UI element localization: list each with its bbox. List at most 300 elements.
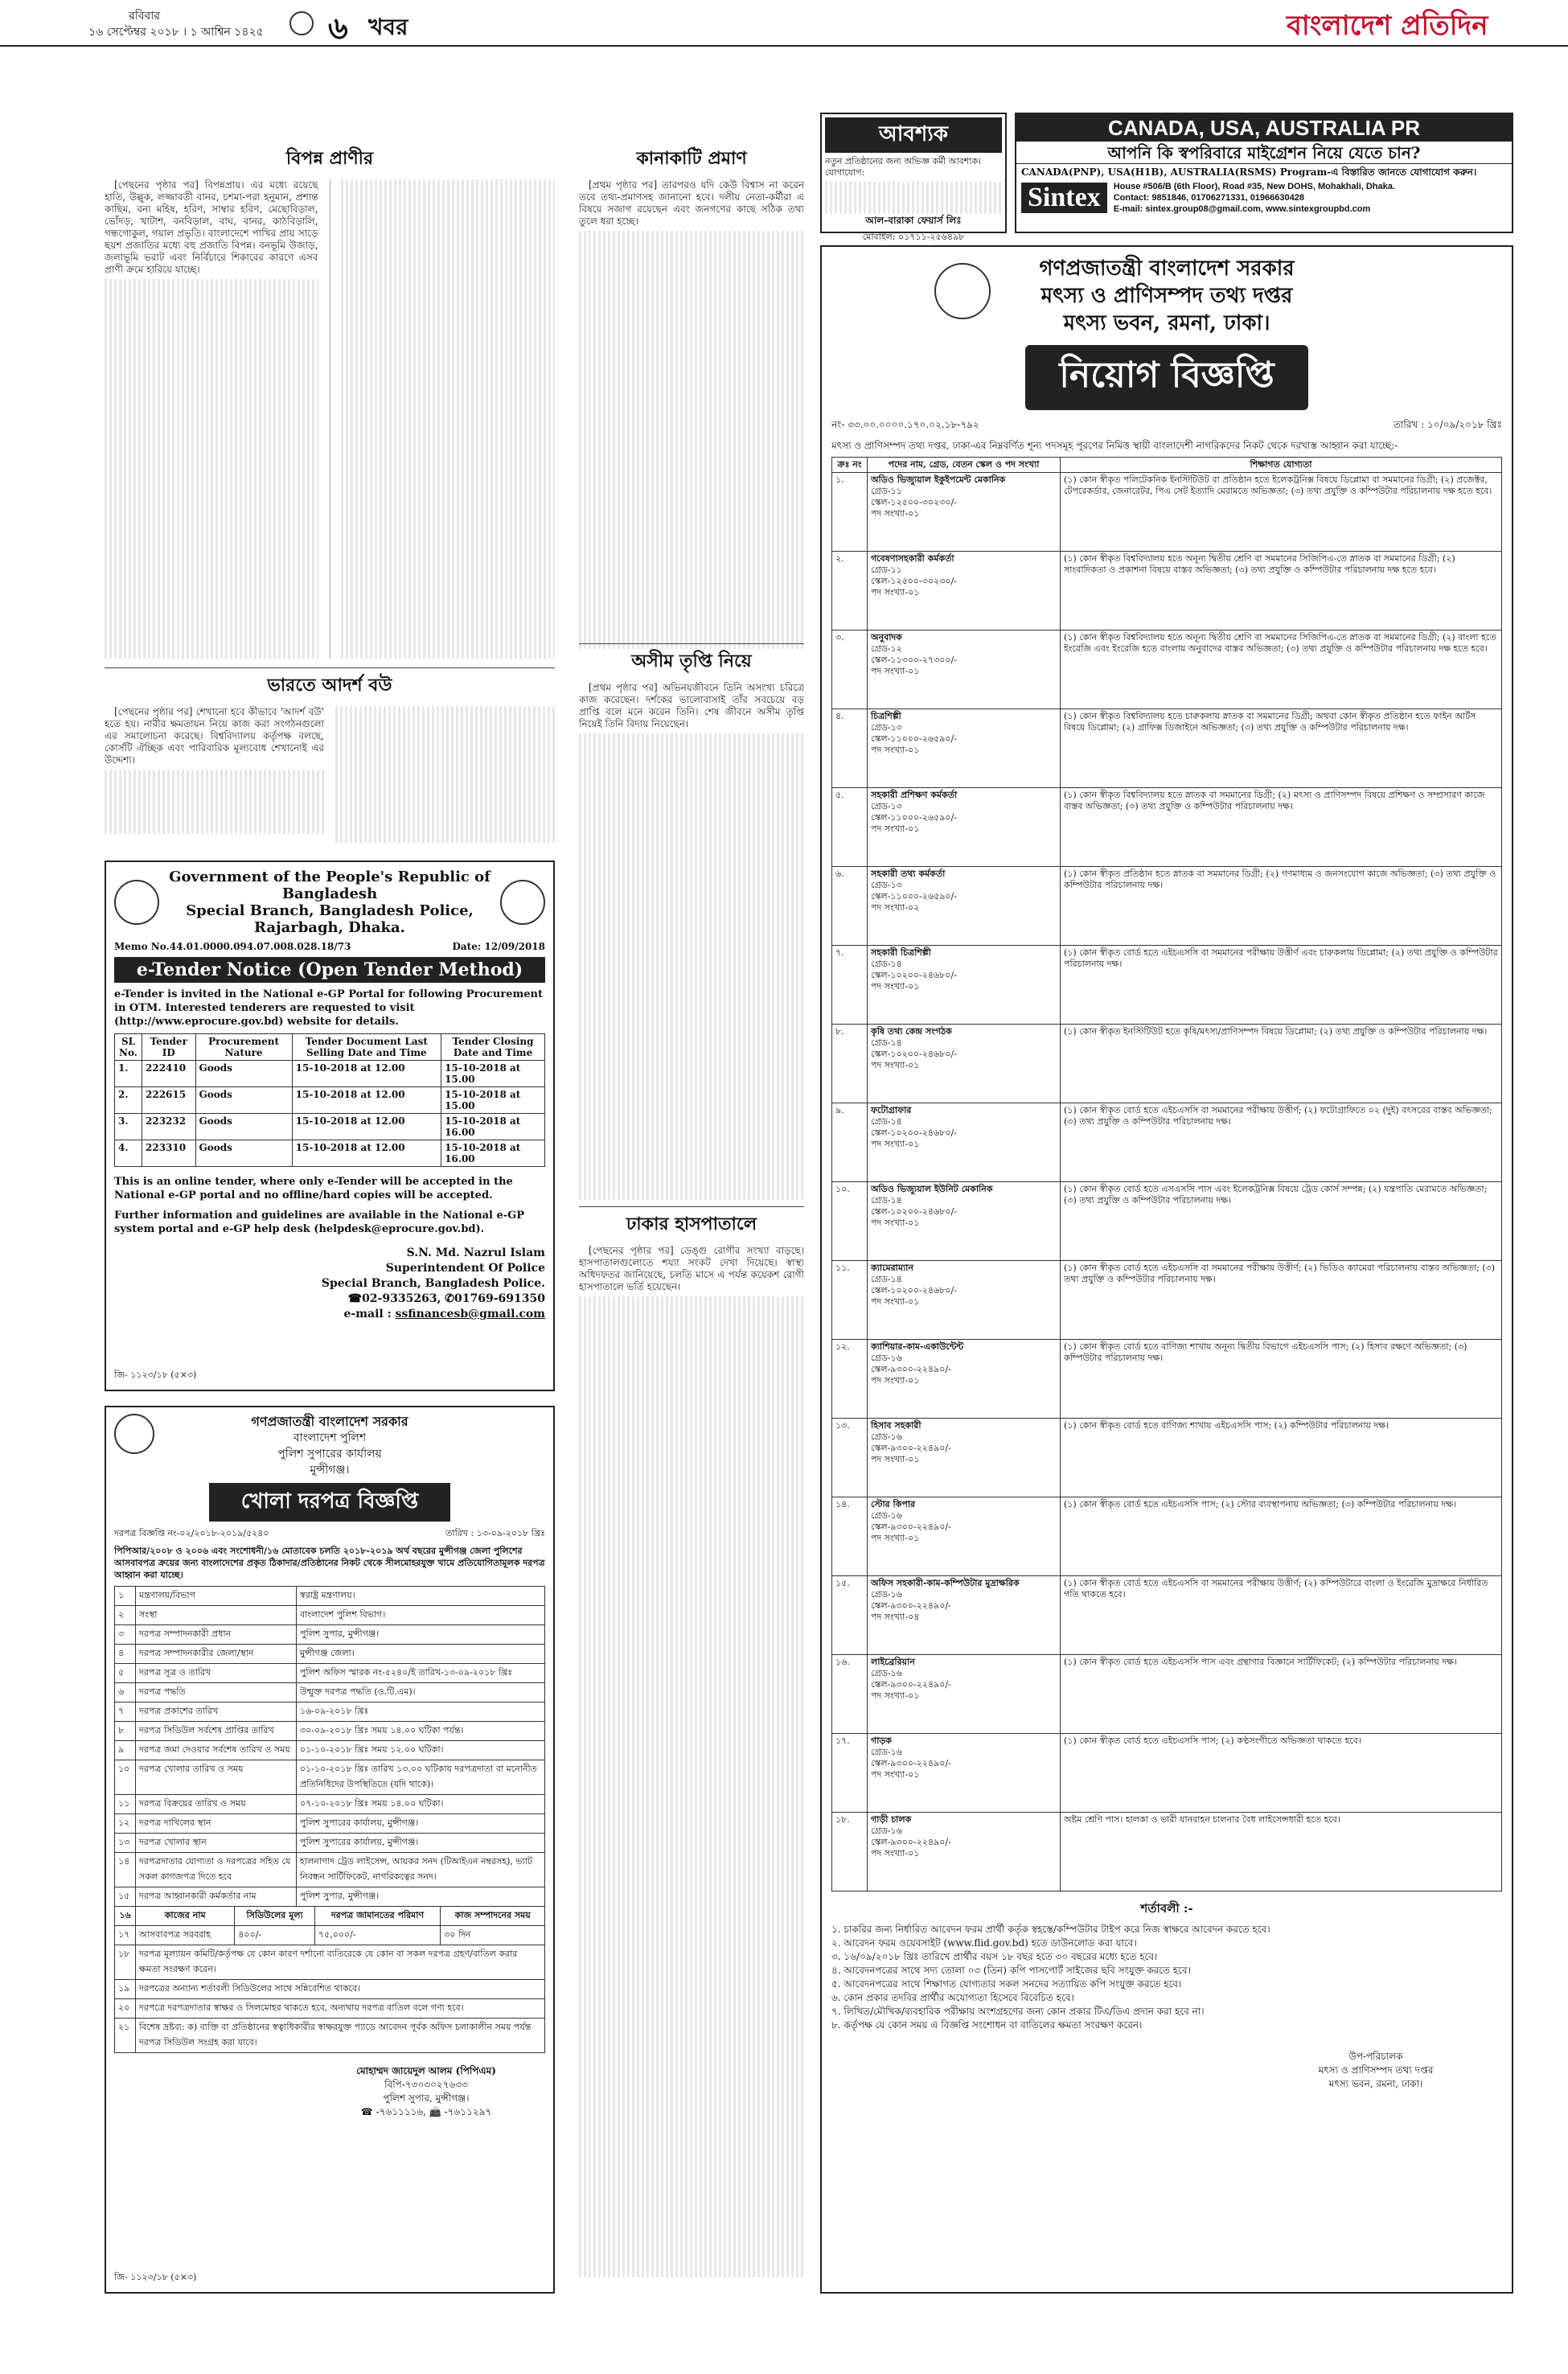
table-row [832, 1497, 1502, 1576]
table-cell: ২০ [115, 1999, 136, 2019]
table-row [115, 2019, 545, 2053]
dorpotro-work-table [114, 1906, 545, 1945]
post-scale: স্কেল-৯৩০০-২২৪৯০/- [871, 1758, 951, 1768]
post-grade: গ্রেড-১১ [871, 486, 902, 496]
table-row [115, 1606, 545, 1625]
table-header: SL No. [115, 1034, 142, 1061]
table-cell: ০১-১০-২০১৮ খ্রিঃ সময় ১২.০০ ঘটিকা। [297, 1741, 545, 1760]
dorpotro-title: খোলা দরপত্র বিজ্ঞপ্তি [209, 1483, 451, 1522]
table-cell: পুলিশ সুপারের কার্যালয়, মুন্সীগঞ্জ। [297, 1814, 545, 1834]
table-cell: দরপত্র খোলার তারিখ ও সময় [136, 1760, 297, 1795]
table-cell: 222410 [142, 1061, 196, 1087]
dorpotro-sig-phone: ☎ -৭৬১১১১৬, 📠 -৭৬১১২৯৭ [360, 2106, 492, 2117]
table-row [115, 1887, 545, 1907]
table-row [115, 1999, 545, 2019]
table-row [832, 630, 1502, 709]
table-cell: 15-10-2018 at 16.00 [441, 1114, 545, 1140]
table-cell: Goods [195, 1114, 292, 1140]
table-cell: বিশেষ দ্রষ্টব্য: ক) ব্যক্তি বা প্রতিষ্ঠানের স্বত্বাধিকারীর স্বাক্ষরযুক্ত প্যাডে আবেদন পূর্বক অফিস চলাকালীন সময় পর্যন্ত দরপত্র সিডিউল সংগ্রহ করা যাবে। [136, 2019, 545, 2053]
post-name: সহকারী প্রশিক্ষণ কর্মকর্তা [871, 790, 958, 800]
ad-canada-line1: CANADA(PNP), USA(H1B), AUSTRALIA(RSMS) Program-এ বিস্তারিত জানতে যোগাযোগ করুন। [1021, 166, 1477, 178]
table-cell: পুলিশ সুপার, মুন্সীগঞ্জ। [297, 1625, 545, 1645]
post-info [868, 1025, 1061, 1103]
table-row [832, 946, 1502, 1025]
table-cell: দরপত্র সূত্র ও তারিখ [136, 1664, 297, 1683]
post-name: ফটোগ্রাফার [871, 1105, 912, 1115]
post-count: পদ সংখ্যা-০১ [871, 1769, 920, 1780]
table-cell: দরপত্র জমা দেওয়ার সর্বশেষ তারিখ ও সময় [136, 1741, 297, 1760]
dorpotro-sig-title: পুলিশ সুপার, মুন্সীগঞ্জ। [383, 2093, 470, 2104]
dorpotro-h2: বাংলাদেশ পুলিশ [293, 1431, 367, 1444]
etender-sig-title: Superintendent Of Police [385, 1262, 545, 1275]
post-grade: গ্রেড-১৬ [871, 1589, 902, 1600]
article-bharote [105, 667, 555, 844]
table-row [832, 1734, 1502, 1813]
post-grade: গ্রেড-১৩ [871, 880, 902, 890]
table-cell: 15-10-2018 at 12.00 [292, 1140, 441, 1167]
post-qualification: (১) কোন স্বীকৃত বোর্ড হতে এইচএসসি পাস; (২) স্টোর ব্যবস্থাপনায় অভিজ্ঞতা; (৩) কম্পিউটার পরিচালনায় দক্ষ। [1061, 1497, 1502, 1576]
post-count: পদ সংখ্যা-০১ [871, 1848, 920, 1859]
post-scale: স্কেল-১০২০০-২৪৬৮০/- [871, 1285, 957, 1296]
dorpotro-h4: মুন্সীগঞ্জ। [310, 1464, 350, 1477]
table-row [115, 1945, 545, 1980]
table-cell: দরপত্র সিডিউল সর্বশেষ প্রাপ্তির তারিখ [136, 1722, 297, 1741]
post-scale: স্কেল-১১০০০-২৬৫৯০/- [871, 891, 957, 902]
post-count: পদ সংখ্যা-০১ [871, 981, 920, 992]
table-cell: 15-10-2018 at 12.00 [292, 1061, 441, 1087]
niyog-terms-title: শর্তাবলী :- [1140, 1901, 1193, 1916]
table-row [115, 1853, 545, 1887]
post-count: পদ সংখ্যা-০৪ [871, 1612, 920, 1622]
table-row [115, 1587, 545, 1606]
etender-email-label: e-mail : [343, 1308, 392, 1320]
niyog-sig-title: উপ-পরিচালক [1348, 2051, 1403, 2062]
post-qualification: (১) কোন স্বীকৃত বোর্ড হতে এইচএসসি বা সমমানের পরীক্ষায় উত্তীর্ণ; (২) ফটোগ্রাফিতে ০২ (দুই) বৎসরের বাস্তব অভিজ্ঞতা; (৩) তথ্য প্রযুক্তি ও কম্পিউটার পরিচালনায় দক্ষ। [1061, 1103, 1502, 1182]
table-cell: ১৬-০৯-২০১৮ খ্রিঃ [297, 1702, 545, 1722]
post-name: হিসাব সহকারী [871, 1420, 922, 1431]
ad-canada-address: House #506/B (6th Floor), Road #35, New DOHS, Mohakhali, Dhaka. [1113, 182, 1395, 191]
table-row [832, 1261, 1502, 1340]
table-cell: ১০ [115, 1760, 136, 1795]
table-cell: দরপত্র আহ্বানকারী কর্মকর্তার নাম [136, 1887, 297, 1907]
ad-canada-email: E-mail: sintex.group08@gmail.com, www.sintexgroupbd.com [1113, 204, 1371, 214]
term-item: ৪. আবেদনপত্রের সাথে সদ্য তোলা ০৩ (তিন) কপি পাসপোর্ট সাইজের ছবি সংযুক্ত করতে হবে। [831, 1965, 1191, 1976]
dorpotro-h1: গণপ্রজাতন্ত্রী বাংলাদেশ সরকার [251, 1414, 408, 1429]
post-grade: গ্রেড-১৪ [871, 1116, 902, 1127]
masthead-logo-icon [289, 11, 314, 35]
term-item: ২. আবেদন ফরম ওয়েবসাইট (www.flid.gov.bd) হতে ডাউনলোড করা যাবে। [831, 1937, 1137, 1949]
post-scale: স্কেল-১১৩০০-২৭৩০০/- [871, 655, 957, 665]
table-row [115, 1625, 545, 1645]
article-lead: [পেছনের পৃষ্ঠার পর] শেখানো হবে কীভাবে 'আদর্শ বউ' হতে হয়। নারীর ক্ষমতায়ন নিয়ে কাজ করা সংগঠনগুলো এর সমালোচনা করেছে। বিশ্ববিদ্যালয় কর্তৃপক্ষ বলছে, কোর্সটি ঐচ্ছিক এবং পারিবারিক মূল্যবোধ শেখানোই এর উদ্দেশ্য। [105, 706, 324, 766]
post-count: পদ সংখ্যা-০১ [871, 745, 920, 755]
term-item: ৮. কর্তৃপক্ষ যে কোন সময় এ বিজ্ঞপ্তি সংশোধন বা বাতিলের ক্ষমতা সংরক্ষণ করেন। [831, 2019, 1143, 2031]
post-name: সহকারী চিত্রশিল্পী [871, 947, 931, 958]
post-serial: ১৮. [832, 1813, 868, 1891]
ad-abashyak [820, 113, 1007, 242]
table-row [115, 1814, 545, 1834]
table-row [832, 1655, 1502, 1734]
table-row [832, 1813, 1502, 1891]
table-row [115, 1683, 545, 1702]
table-cell: 2. [115, 1087, 142, 1114]
table-row [832, 709, 1502, 788]
post-serial: ৬. [832, 867, 868, 946]
post-qualification: অষ্টম শ্রেণি পাস। হালকা ও ভারী যানবাহন চালনার বৈধ লাইসেন্সধারী হতে হবে। [1061, 1813, 1502, 1891]
table-header: কাজ সম্পাদনের সময় [441, 1907, 545, 1926]
post-qualification: (১) কোন স্বীকৃত বিশ্ববিদ্যালয় হতে অনূন্য দ্বিতীয় শ্রেণি বা সমমানের সিজিপিএ-তে স্নাতক বা সমমানের ডিগ্রী; (২) সাংবাদিকতা ও প্রকাশনা বিষয়ে বাস্তব অভিজ্ঞতা; (৩) তথ্য প্রযুক্তি ও কম্পিউটার পরিচালনায় দক্ষ হতে হবে। [1061, 552, 1502, 630]
post-qualification: (১) কোন স্বীকৃত বিশ্ববিদ্যালয় হতে চারুকলায় স্নাতক বা সমমানের ডিগ্রী; অথবা কোন স্বীকৃত প্রতিষ্ঠান হতে ফাইন আর্টস বিষয়ে ডিপ্লোমা; (২) গ্রাফিক্স ডিজাইনে অভিজ্ঞতা; (৩) তথ্য প্রযুক্তি ও কম্পিউটার পরিচালনায় দক্ষ। [1061, 709, 1502, 788]
post-count: পদ সংখ্যা-০১ [871, 1533, 920, 1543]
article-asim [579, 643, 804, 1198]
niyog-memo: নং- ৩৩.০০.০০০০.১৭০.০২.১৮-৭৯২ [831, 419, 979, 430]
post-scale: স্কেল-৯৩০০-২২৪৯০/- [871, 1443, 951, 1453]
post-qualification: (১) কোন স্বীকৃত বোর্ড হতে এইচএসসি পাস এবং গ্রন্থাগার বিজ্ঞানে সার্টিফিকেট; (২) কম্পিউটার পরিচালনায় দক্ষ। [1061, 1655, 1502, 1734]
table-cell: দরপত্র বিক্রয়ের তারিখ ও সময় [136, 1795, 297, 1814]
post-grade: গ্রেড-১৬ [871, 1510, 902, 1521]
niyog-terms [831, 1923, 1502, 2032]
niyog-h3: মৎস্য ভবন, রমনা, ঢাকা। [1063, 311, 1270, 335]
post-grade: গ্রেড-১৪ [871, 959, 902, 969]
etender-notice [105, 860, 555, 1391]
table-cell: Goods [195, 1087, 292, 1114]
etender-note1: This is an online tender, where only e-Tender will be accepted in the National e-GP portal and no offline/hard copies will be accepted. [114, 1176, 513, 1201]
govt-emblem-icon [934, 263, 991, 319]
table-cell: মুন্সীগঞ্জ জেলা। [297, 1645, 545, 1664]
table-cell: সংস্থা [136, 1606, 297, 1625]
article-lead: [পেছনের পৃষ্ঠার পর] ডেঙ্গু রোগীর সংখ্যা বাড়ছে। হাসপাতালগুলোতে শয্যা সংকট দেখা দিয়েছে। স্বাস্থ্য অধিদফতর জানিয়েছে, চলতি মাসে এ পর্যন্ত কয়েকশ রোগী হাসপাতালে ভর্তি হয়েছেন। [579, 1245, 804, 1292]
post-scale: স্কেল-১০২০০-২৪৬৮০/- [871, 970, 957, 980]
post-serial: ১৬. [832, 1655, 868, 1734]
post-count: পদ সংখ্যা-০১ [871, 1690, 920, 1701]
post-grade: গ্রেড-১৬ [871, 1747, 902, 1757]
post-info [868, 1734, 1061, 1813]
article-title: ভারতে আদর্শ বউ [267, 675, 392, 696]
table-cell: Goods [195, 1140, 292, 1167]
post-scale: স্কেল-৯৩০০-২২৪৯০/- [871, 1522, 951, 1532]
post-info [868, 788, 1061, 867]
post-count: পদ সংখ্যা-০১ [871, 508, 920, 519]
post-scale: স্কেল-৯৩০০-২২৪৯০/- [871, 1364, 951, 1374]
post-count: পদ সংখ্যা-০১ [871, 587, 920, 598]
post-qualification: (১) কোন স্বীকৃত বোর্ড হতে এইচএসসি পাস; (২) কণ্ঠসংগীতে অভিজ্ঞতা থাকতে হবে। [1061, 1734, 1502, 1813]
etender-org-line1: Government of the People's Republic of Bangladesh [169, 869, 491, 902]
dorpotro-notice [105, 1406, 555, 2294]
table-row [832, 473, 1502, 552]
article-title: অসীম তৃপ্তি নিয়ে [631, 651, 752, 672]
table-row [115, 1087, 545, 1114]
post-info [868, 630, 1061, 709]
ad-canada-headline: CANADA, USA, AUSTRALIA PR [1016, 114, 1512, 142]
table-cell: দরপত্র দাখিলের স্থান [136, 1814, 297, 1834]
table-cell: ৩০-০৯-২০১৮ খ্রিঃ সময় ১৪.০০ ঘটিকা পর্যন্ত। [297, 1722, 545, 1741]
table-cell: দরপত্র সম্পাদনকারী প্রধান [136, 1625, 297, 1645]
post-name: গাড়ী চালক [871, 1814, 912, 1825]
article-lead: [প্রথম পৃষ্ঠার পর] অভিনয়জীবনে তিনি অসংখ্য চরিত্রে কাজ করেছেন। দর্শকের ভালোবাসাই তাঁর সবচেয়ে বড় প্রাপ্তি বলে মনে করেন তিনি। শেষ জীবনে অসীম তৃপ্তি নিয়েই তিনি বিদায় নিয়েছেন। [579, 682, 804, 729]
dorpotro-sig-id: বিপি-৭৩০৩০২৭৬৩৩ [384, 2079, 468, 2090]
table-cell: 222615 [142, 1087, 196, 1114]
post-serial: ১১. [832, 1261, 868, 1340]
etender-title: e-Tender Notice (Open Tender Method) [114, 957, 545, 983]
table-cell: বাংলাদেশ পুলিশ বিভাগ। [297, 1606, 545, 1625]
table-cell: উন্মুক্ত দরপত্র পদ্ধতি (ও.টি.এম)। [297, 1683, 545, 1702]
table-cell: ২১ [115, 2019, 136, 2053]
table-header: দরপত্র জামানতের পরিমাণ [314, 1907, 440, 1926]
table-row [115, 1926, 545, 1945]
table-cell: 4. [115, 1140, 142, 1167]
post-scale: স্কেল-১২৫০০-৩০২৩০/- [871, 576, 957, 586]
post-scale: স্কেল-১০২০০-২৪৬৮০/- [871, 1127, 957, 1138]
post-serial: ১৪. [832, 1497, 868, 1576]
niyog-sig-org: মৎস্য ও প্রাণিসম্পদ তথ্য দপ্তর [1318, 2064, 1434, 2076]
dorpotro-table [114, 1586, 545, 1907]
post-serial: ৩. [832, 630, 868, 709]
post-info [868, 1182, 1061, 1261]
table-header: Procurement Nature [195, 1034, 292, 1061]
table-row [115, 1741, 545, 1760]
post-name: অফিস সহকারী-কাম-কম্পিউটার মুদ্রাক্ষরিক [871, 1578, 1020, 1588]
table-row [832, 552, 1502, 630]
post-grade: গ্রেড-১৬ [871, 1668, 902, 1678]
table-cell: ২ [115, 1606, 136, 1625]
post-serial: ১৫. [832, 1576, 868, 1655]
table-cell: ৩ [115, 1625, 136, 1645]
table-row [832, 1182, 1502, 1261]
ad-abashyak-contact: আল-বারাকা ফেয়ার্স লিঃ [865, 215, 962, 226]
table-cell: দরপত্র সম্পাদনকারীর জেলা/স্থান [136, 1645, 297, 1664]
post-count: পদ সংখ্যা-০২ [871, 902, 920, 913]
table-cell: ৪০০/- [235, 1926, 315, 1945]
police-badge-icon [500, 880, 545, 925]
table-row [115, 1980, 545, 1999]
post-info [868, 1103, 1061, 1182]
post-grade: গ্রেড-১৬ [871, 1826, 902, 1836]
post-serial: ১৭. [832, 1734, 868, 1813]
post-qualification: (১) কোন স্বীকৃত পলিটেকনিক ইনস্টিটিউট বা প্রতিষ্ঠান হতে ইলেকট্রনিক্স বিষয়ে ডিপ্লোমা বা সমমানের ডিগ্রী; (২) প্রজেক্টর, টেপরেকর্ডার, জেনারেটর, পিএ সেট ইত্যাদি মেরামতে অভিজ্ঞতা; (৩) তথ্য প্রযুক্তি ও কম্পিউটার পরিচালনায় দক্ষ হতে হবে। [1061, 473, 1502, 552]
post-info [868, 1261, 1061, 1340]
post-grade: গ্রেড-১৬ [871, 1353, 902, 1363]
post-grade: গ্রেড-১৩ [871, 801, 902, 811]
table-cell: দরপত্রদাতার যোগ্যতা ও দরপত্রের সহিত যে সকল কাগজপত্র দিতে হবে [136, 1853, 297, 1887]
dorpotro-memo: দরপত্র বিজ্ঞপ্তি নং-০২/২০১৮-২০১৯/৫২৪০ [114, 1528, 269, 1538]
post-count: পদ সংখ্যা-০১ [871, 824, 920, 834]
post-name: অডিও ভিজ্যুয়াল ইউনিট মেকানিক [871, 1184, 993, 1194]
table-header: ১৬ [115, 1907, 136, 1926]
table-row [832, 1340, 1502, 1419]
table-header: Tender Closing Date and Time [441, 1034, 545, 1061]
masthead-date: ১৬ সেপ্টেম্বর ২০১৮ । ১ আশ্বিন ১৪২৫ [88, 26, 264, 39]
post-serial: ৭. [832, 946, 868, 1025]
dorpotro-footer-table [114, 1945, 545, 2053]
table-cell: দরপত্র পদ্ধতি [136, 1683, 297, 1702]
table-header: সিডিউলের মূল্য [235, 1907, 315, 1926]
table-cell: স্বরাষ্ট্র মন্ত্রণালয়। [297, 1587, 545, 1606]
ad-canada-contact: Contact: 9851846, 01706271331, 01966630428 [1113, 193, 1304, 203]
table-cell: দরপত্র খোলার স্থান [136, 1834, 297, 1853]
article-lead: [প্রথম পৃষ্ঠার পর] তারপরও যদি কেউ বিশ্বাস না করেন তবে তথ্য-প্রমাণসহ জানানো হবে। দলীয় নেতা-কর্মীরা এ বিষয়ে সজাগ রয়েছেন এবং জনগণের কাছে সঠিক তথ্য তুলে ধরা হচ্ছে। [579, 179, 804, 227]
post-name: লাইব্রেরিয়ান [871, 1657, 915, 1667]
table-row [115, 1061, 545, 1087]
etender-org-line2: Special Branch, Bangladesh Police, Rajarbagh, Dhaka. [186, 902, 474, 936]
table-cell: ৮ [115, 1722, 136, 1741]
post-qualification: (১) কোন স্বীকৃত প্রতিষ্ঠান হতে স্নাতক বা সমমানের ডিগ্রী; (২) গণমাধ্যম ও জনসংযোগ কাজে অভিজ্ঞতা; (৩) তথ্য প্রযুক্তি ও কম্পিউটার পরিচালনায় দক্ষ। [1061, 867, 1502, 946]
post-serial: ১২. [832, 1340, 868, 1419]
etender-sig-name: S.N. Md. Nazrul Islam [406, 1247, 545, 1259]
post-qualification: (১) কোন স্বীকৃত বোর্ড হতে এইচএসসি বা সমমানের পরীক্ষায় উত্তীর্ণ; (২) কম্পিউটারে বাংলা ও ইংরেজি মুদ্রাক্ষরে নির্ধারিত গতি থাকতে হবে। [1061, 1576, 1502, 1655]
post-count: পদ সংখ্যা-০১ [871, 1454, 920, 1464]
post-name: স্টোর কিপার [871, 1499, 916, 1509]
niyog-title: নিয়োগ বিজ্ঞপ্তি [1025, 345, 1307, 410]
table-row [115, 1140, 545, 1167]
post-info [868, 552, 1061, 630]
post-qualification: (১) কোন স্বীকৃত বোর্ড হতে এসএসসি পাস এবং ইলেকট্রনিক্স বিষয়ে ট্রেড কোর্স সম্পন্ন; (২) যন্ত্রপাতি মেরামতে অভিজ্ঞতা; (৩) তথ্য প্রযুক্তি ও কম্পিউটার পরিচালনায় দক্ষ। [1061, 1182, 1502, 1261]
post-info [868, 1655, 1061, 1734]
post-name: ক্যামেরাম্যান [871, 1263, 913, 1273]
post-grade: গ্রেড-১৩ [871, 722, 902, 733]
table-cell: হালনাগাদ ট্রেড লাইসেন্স, আয়কর সনদ (টিআইএন নম্বরসহ), ভ্যাট নিবন্ধন সার্টিফিকেট, নাগরিকত্বের সনদ। [297, 1853, 545, 1887]
term-item: ৭. লিখিত/মৌখিক/ব্যবহারিক পরীক্ষায় অংশগ্রহণের জন্য কোন প্রকার টিএ/ডিএ প্রদান করা হবে না। [831, 2006, 1205, 2017]
ad-abashyak-body: নতুন প্রতিষ্ঠানের জন্য অভিজ্ঞ কর্মী আবশ্যক। যোগাযোগ: [825, 156, 982, 178]
post-name: অনুবাদক [871, 632, 902, 643]
table-cell: 223232 [142, 1114, 196, 1140]
table-cell: ৪ [115, 1645, 136, 1664]
post-grade: গ্রেড-১৪ [871, 1195, 902, 1205]
table-row [832, 1576, 1502, 1655]
post-name: কৃষি তথ্য কেন্দ্র সংগঠক [871, 1026, 952, 1037]
dorpotro-date: তারিখ : ১৩-০৯-২০১৮ খ্রিঃ [445, 1528, 545, 1538]
govt-emblem-icon [114, 1414, 154, 1454]
post-count: পদ সংখ্যা-০১ [871, 1060, 920, 1070]
post-grade: গ্রেড-১৪ [871, 1274, 902, 1284]
table-cell: 15-10-2018 at 15.00 [441, 1087, 545, 1114]
post-scale: স্কেল-৯৩০০-২২৪৯০/- [871, 1679, 951, 1690]
post-qualification: (১) কোন স্বীকৃত ইনস্টিটিউট হতে কৃষি/মৎস্য/প্রাণিসম্পদ বিষয়ে ডিপ্লোমা; (২) তথ্য প্রযুক্তি ও কম্পিউটার পরিচালনায় দক্ষ। [1061, 1025, 1502, 1103]
etender-email-link[interactable]: ssfinancesb@gmail.com [395, 1308, 545, 1320]
niyog-table [831, 457, 1502, 1891]
table-cell: 15-10-2018 at 16.00 [441, 1140, 545, 1167]
post-info [868, 1813, 1061, 1891]
table-cell: 15-10-2018 at 12.00 [292, 1087, 441, 1114]
post-grade: গ্রেড-১৬ [871, 1431, 902, 1442]
table-row [832, 1419, 1502, 1497]
table-cell: মন্ত্রণালয়/বিভাগ [136, 1587, 297, 1606]
table-cell: ০৭-১০-২০১৮ খ্রিঃ সময় ১৪.০০ ঘটিকা। [297, 1795, 545, 1814]
article-kanakati [579, 145, 804, 627]
article-title: বিপন্ন প্রাণীর [285, 148, 374, 169]
masthead-page-no: ৬ [328, 10, 348, 46]
post-info [868, 1340, 1061, 1419]
dorpotro-h3: পুলিশ সুপারের কার্যালয় [277, 1448, 382, 1460]
police-emblem-icon [114, 880, 159, 925]
post-qualification: (১) কোন স্বীকৃত বিশ্ববিদ্যালয় হতে অনূন্য দ্বিতীয় শ্রেণি বা সমমানের সিজিপিএ-তে স্নাতক বা সমমানের ডিগ্রী; (২) বাংলা হতে ইংরেজি এবং ইংরেজি হতে বাংলায় অনুবাদের বাস্তব অভিজ্ঞতা; (৩) তথ্য প্রযুক্তি ও কম্পিউটার পরিচালনায় দক্ষ হতে হবে। [1061, 630, 1502, 709]
table-cell: ১৩ [115, 1834, 136, 1853]
table-cell: ১৪ [115, 1853, 136, 1887]
term-item: ৫. আবেদনপত্রের সাথে শিক্ষাগত যোগ্যতার সকল সনদের সত্যায়িত কপি সংযুক্ত করতে হবে। [831, 1978, 1182, 1990]
masthead-day: রবিবার [129, 10, 161, 23]
table-cell: ১৮ [115, 1945, 136, 1980]
post-qualification: (১) কোন স্বীকৃত বিশ্ববিদ্যালয় হতে স্নাতক বা সমমানের ডিগ্রী; (২) মৎস্য ও প্রাণিসম্পদ বিষয়ে প্রশিক্ষণ ও সম্প্রসারণ কাজে বাস্তব অভিজ্ঞতা; (৩) তথ্য প্রযুক্তি ও কম্পিউটার পরিচালনায় দক্ষ। [1061, 788, 1502, 867]
post-qualification: (১) কোন স্বীকৃত বোর্ড হতে বাণিজ্য শাখায় অনূন্য দ্বিতীয় বিভাগে এইচএসসি পাস; (২) হিসাব রক্ষণে অভিজ্ঞতা; (৩) কম্পিউটার পরিচালনায় দক্ষ। [1061, 1340, 1502, 1419]
table-cell: 15-10-2018 at 15.00 [441, 1061, 545, 1087]
post-scale: স্কেল-১১০০০-২৬৫৯০/- [871, 733, 957, 744]
table-cell: ১ [115, 1587, 136, 1606]
etender-memo: Memo No.44.01.0000.094.07.008.028.18/73 [114, 941, 351, 952]
dorpotro-sig-name: মোহাম্মদ জায়েদুল আলম (পিপিএম) [356, 2065, 496, 2076]
post-qualification: (১) কোন স্বীকৃত বোর্ড হতে বাণিজ্য শাখায় এইচএসসি পাস; (২) কম্পিউটার পরিচালনায় দক্ষ। [1061, 1419, 1502, 1497]
post-info [868, 1576, 1061, 1655]
table-row [115, 1760, 545, 1795]
table-cell: ৭৫,০০০/- [314, 1926, 440, 1945]
post-qualification: (১) কোন স্বীকৃত বোর্ড হতে এইচএসসি বা সমমানের পরীক্ষায় উত্তীর্ণ; (২) ভিডিও ক্যামেরা পরিচালনায় বাস্তব অভিজ্ঞতা; (৩) তথ্য প্রযুক্তি ও কম্পিউটার পরিচালনায় দক্ষ। [1061, 1261, 1502, 1340]
ad-canada-brand: Sintex [1021, 183, 1107, 213]
table-cell: দরপত্রে দরপত্রদাতার স্বাক্ষর ও সিলমোহর থাকতে হবে, অন্যথায় দরপত্র বাতিল বলে গণ্য হবে। [136, 1999, 545, 2019]
etender-sig-phone: ☎02-9335263, ✆01769-691350 [347, 1292, 545, 1305]
niyog-date: তারিখ : ১০/০৯/২০১৮ খ্রিঃ [1393, 419, 1502, 430]
table-cell: ১২ [115, 1814, 136, 1834]
table-cell: 1. [115, 1061, 142, 1087]
post-name: অডিও ভিজ্যুয়াল ইকুইপমেন্ট মেকানিক [871, 474, 1006, 485]
post-name: গবেষণাসহকারী কর্মকর্তা [871, 553, 954, 564]
table-cell: ১৯ [115, 1980, 136, 1999]
term-item: ৩. ১৬/০৯/২০১৮ খ্রিঃ তারিখে প্রার্থীর বয়স ১৮ বছর হতে ৩০ বছরের মধ্যে হতে হবে। [831, 1951, 1158, 1962]
table-cell: 15-10-2018 at 12.00 [292, 1114, 441, 1140]
table-cell: ১৫ [115, 1887, 136, 1907]
etender-ref: জি- ১১২৩/১৮ (৫×৩) [114, 1370, 197, 1380]
table-header: ক্রঃ নং [832, 458, 868, 473]
etender-sig-org: Special Branch, Bangladesh Police. [321, 1277, 545, 1290]
article-bipanna [105, 145, 555, 653]
table-cell: Goods [195, 1061, 292, 1087]
ad-canada [1015, 113, 1513, 233]
post-scale: স্কেল-৯৩০০-২২৪৯০/- [871, 1837, 951, 1847]
niyog-h1: গণপ্রজাতন্ত্রী বাংলাদেশ সরকার [1039, 257, 1295, 281]
masthead-section: খবর [368, 14, 408, 40]
dorpotro-ref: জি- ১১২৩/১৮ (৫×৩) [114, 2272, 197, 2282]
table-row [115, 1702, 545, 1722]
ad-canada-sub: আপনি কি স্বপরিবারে মাইগ্রেশন নিয়ে যেতে চান? [1016, 142, 1512, 164]
niyog-sig-addr: মৎস্য ভবন, রমনা, ঢাকা। [1328, 2078, 1423, 2089]
table-row [832, 1103, 1502, 1182]
etender-intro: e-Tender is invited in the National e-GP Portal for following Procurement in OTM. Interested tenderers are requested to visit (http://www.eprocure.gov.bd) website for details. [114, 988, 543, 1028]
post-grade: গ্রেড-১২ [871, 643, 902, 654]
table-cell: ৭ [115, 1702, 136, 1722]
article-title: ঢাকার হাসপাতালে [626, 1214, 757, 1234]
table-row [832, 867, 1502, 946]
post-grade: গ্রেড-১১ [871, 565, 902, 575]
post-count: পদ সংখ্যা-০১ [871, 1139, 920, 1149]
table-cell: আসবাবপত্র সরবরাহ [136, 1926, 235, 1945]
table-header: Tender Document Last Selling Date and Time [292, 1034, 441, 1061]
table-cell: ৫ [115, 1664, 136, 1683]
post-info [868, 946, 1061, 1025]
post-count: পদ সংখ্যা-০১ [871, 1375, 920, 1386]
table-cell: ০১-১০-২০১৮ খ্রিঃ তারিখ ১৩.০০ ঘটিকায় দরপত্রদাতা বা মনোনীত প্রতিনিধিদের উপস্থিতিতে (যদি থাকে)। [297, 1760, 545, 1795]
post-scale: স্কেল-৯৩০০-২২৪৯০/- [871, 1600, 951, 1611]
post-name: চিত্রশিল্পী [871, 711, 901, 721]
table-cell: 223310 [142, 1140, 196, 1167]
table-cell: ১১ [115, 1795, 136, 1814]
masthead [0, 0, 1568, 47]
table-header: শিক্ষাগত যোগ্যতা [1061, 458, 1502, 473]
article-dhaka [579, 1206, 804, 2284]
table-row [832, 788, 1502, 867]
post-grade: গ্রেড-১৪ [871, 1037, 902, 1048]
ad-abashyak-title: আবশ্যক [825, 117, 1002, 153]
post-serial: ৯. [832, 1103, 868, 1182]
post-count: পদ সংখ্যা-০১ [871, 666, 920, 676]
table-cell: দরপত্র প্রকাশের তারিখ [136, 1702, 297, 1722]
post-count: পদ সংখ্যা-০১ [871, 1218, 920, 1228]
